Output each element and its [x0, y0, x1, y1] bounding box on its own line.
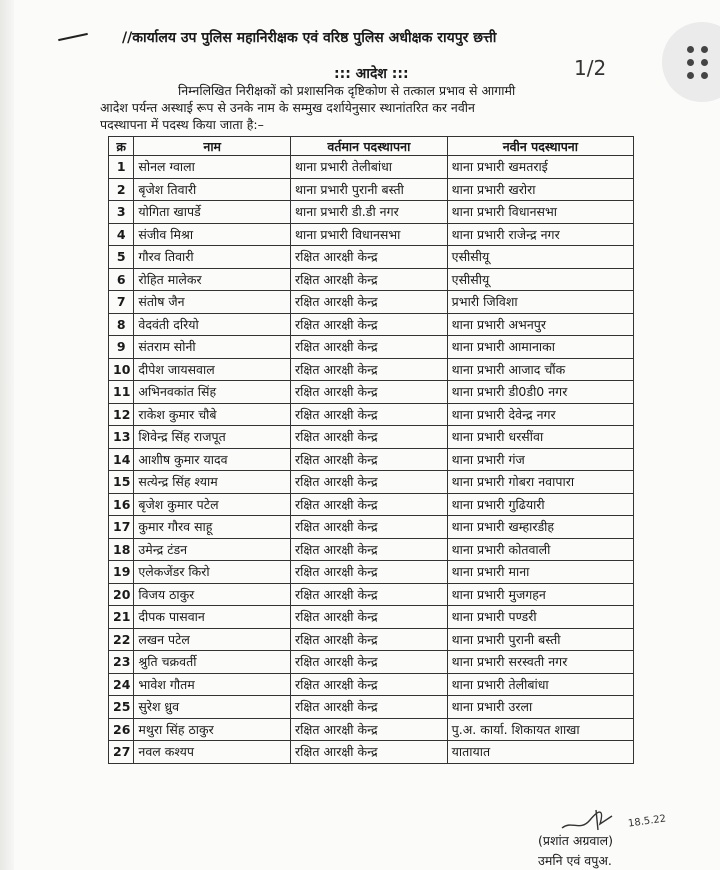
cell-serial: 20	[109, 583, 134, 606]
cell-name: श्रुति चक्रवर्ती	[134, 651, 291, 674]
cell-current-posting: रक्षित आरक्षी केन्द्र	[291, 606, 448, 629]
cell-new-posting: थाना प्रभारी मुजगहन	[447, 583, 633, 606]
cell-serial: 24	[109, 673, 134, 696]
cell-name: संतोष जैन	[134, 291, 291, 314]
cell-name: कुमार गौरव साहू	[134, 516, 291, 539]
cell-current-posting: रक्षित आरक्षी केन्द्र	[291, 246, 448, 269]
cell-current-posting: थाना प्रभारी तेलीबांधा	[291, 156, 448, 179]
table-row	[109, 493, 634, 516]
table-row	[109, 201, 634, 224]
table-row	[109, 673, 634, 696]
cell-new-posting: थाना प्रभारी पुरानी बस्ती	[447, 628, 633, 651]
cell-name: संजीव मिश्रा	[134, 223, 291, 246]
cell-name: बृजेश कुमार पटेल	[134, 493, 291, 516]
cell-name: लखन पटेल	[134, 628, 291, 651]
cell-current-posting: रक्षित आरक्षी केन्द्र	[291, 358, 448, 381]
cell-new-posting: थाना प्रभारी देवेन्द्र नगर	[447, 403, 633, 426]
table-row	[109, 403, 634, 426]
table-row	[109, 538, 634, 561]
table-body	[109, 156, 634, 764]
cell-new-posting: थाना प्रभारी विधानसभा	[447, 201, 633, 224]
cell-name: दीपेश जायसवाल	[134, 358, 291, 381]
cell-name: मथुरा सिंह ठाकुर	[134, 718, 291, 741]
cell-new-posting: थाना प्रभारी गुढियारी	[447, 493, 633, 516]
table-row	[109, 358, 634, 381]
transfer-table	[108, 136, 634, 764]
table-row	[109, 426, 634, 449]
cell-current-posting: थाना प्रभारी पुरानी बस्ती	[291, 178, 448, 201]
cell-current-posting: रक्षित आरक्षी केन्द्र	[291, 538, 448, 561]
cell-new-posting: थाना प्रभारी पण्डरी	[447, 606, 633, 629]
intro-line: आदेश पर्यन्त अस्थाई रूप से उनके नाम के सम्मुख दर्शायेनुसार स्थानांतरित कर नवीन	[100, 100, 475, 115]
cell-serial: 26	[109, 718, 134, 741]
table-row	[109, 561, 634, 584]
cell-serial: 9	[109, 336, 134, 359]
cell-new-posting: थाना प्रभारी तेलीबांधा	[447, 673, 633, 696]
cell-current-posting: रक्षित आरक्षी केन्द्र	[291, 696, 448, 719]
cell-name: शिवेन्द्र सिंह राजपूत	[134, 426, 291, 449]
signatory-name: (प्रशांत अग्रवाल)	[538, 833, 613, 848]
cell-new-posting: थाना प्रभारी खरोरा	[447, 178, 633, 201]
cell-new-posting: थाना प्रभारी कोतवाली	[447, 538, 633, 561]
cell-current-posting: रक्षित आरक्षी केन्द्र	[291, 741, 448, 764]
table-row	[109, 448, 634, 471]
cell-serial: 23	[109, 651, 134, 674]
cell-name: बृजेश तिवारी	[134, 178, 291, 201]
table-header-row	[109, 137, 634, 156]
page-indicator: 1/2	[574, 56, 607, 80]
cell-serial: 2	[109, 178, 134, 201]
order-title: ::: आदेश :::	[334, 66, 409, 82]
table-row	[109, 628, 634, 651]
cell-current-posting: रक्षित आरक्षी केन्द्र	[291, 561, 448, 584]
table-row	[109, 741, 634, 764]
table-row	[109, 246, 634, 269]
col-header-current-posting: वर्तमान पदस्थापना	[291, 137, 448, 156]
cell-serial: 13	[109, 426, 134, 449]
table-row	[109, 336, 634, 359]
signatory-designation: उमनि एवं वपुअ.	[538, 853, 612, 868]
cell-current-posting: रक्षित आरक्षी केन्द्र	[291, 336, 448, 359]
cell-name: उमेन्द्र टंडन	[134, 538, 291, 561]
cell-current-posting: रक्षित आरक्षी केन्द्र	[291, 291, 448, 314]
cell-name: भावेश गौतम	[134, 673, 291, 696]
cell-new-posting: थाना प्रभारी माना	[447, 561, 633, 584]
cell-serial: 5	[109, 246, 134, 269]
signature-date: 18.5.22	[627, 813, 667, 830]
cell-current-posting: रक्षित आरक्षी केन्द्र	[291, 381, 448, 404]
cell-name: राकेश कुमार चौबे	[134, 403, 291, 426]
cell-serial: 21	[109, 606, 134, 629]
table-row	[109, 516, 634, 539]
cell-serial: 4	[109, 223, 134, 246]
cell-serial: 10	[109, 358, 134, 381]
cell-name: वेदवंती दरियो	[134, 313, 291, 336]
cell-name: संतराम सोनी	[134, 336, 291, 359]
page-edge	[0, 0, 14, 870]
table-row	[109, 606, 634, 629]
cell-current-posting: थाना प्रभारी डी.डी नगर	[291, 201, 448, 224]
cell-serial: 17	[109, 516, 134, 539]
cell-serial: 14	[109, 448, 134, 471]
table-row	[109, 381, 634, 404]
cell-new-posting: थाना प्रभारी धरसींवा	[447, 426, 633, 449]
cell-serial: 18	[109, 538, 134, 561]
cell-current-posting: रक्षित आरक्षी केन्द्र	[291, 313, 448, 336]
cell-serial: 15	[109, 471, 134, 494]
cell-new-posting: थाना प्रभारी खम्हारडीह	[447, 516, 633, 539]
cell-name: एलेकजेंडर किरो	[134, 561, 291, 584]
cell-name: दीपक पासवान	[134, 606, 291, 629]
cell-serial: 16	[109, 493, 134, 516]
cell-serial: 12	[109, 403, 134, 426]
cell-name: गौरव तिवारी	[134, 246, 291, 269]
cell-name: विजय ठाकुर	[134, 583, 291, 606]
cell-new-posting: थाना प्रभारी उरला	[447, 696, 633, 719]
cell-serial: 1	[109, 156, 134, 179]
cell-current-posting: रक्षित आरक्षी केन्द्र	[291, 268, 448, 291]
table-row	[109, 291, 634, 314]
cell-current-posting: रक्षित आरक्षी केन्द्र	[291, 673, 448, 696]
cell-new-posting: थाना प्रभारी गोबरा नवापारा	[447, 471, 633, 494]
cell-name: सुरेश ध्रुव	[134, 696, 291, 719]
cell-serial: 25	[109, 696, 134, 719]
cell-new-posting: थाना प्रभारी अभनपुर	[447, 313, 633, 336]
cell-current-posting: रक्षित आरक्षी केन्द्र	[291, 493, 448, 516]
cell-current-posting: रक्षित आरक्षी केन्द्र	[291, 628, 448, 651]
cell-name: सत्येन्द्र सिंह श्याम	[134, 471, 291, 494]
cell-current-posting: रक्षित आरक्षी केन्द्र	[291, 516, 448, 539]
cell-name: सोनल ग्वाला	[134, 156, 291, 179]
office-header: //कार्यालय उप पुलिस महानिरीक्षक एवं वरिष्ठ पुलिस अधीक्षक रायपुर छत्ती	[122, 30, 497, 46]
cell-new-posting: थाना प्रभारी खमतराई	[447, 156, 633, 179]
cell-current-posting: रक्षित आरक्षी केन्द्र	[291, 718, 448, 741]
cell-new-posting: एसीसीयू	[447, 268, 633, 291]
cell-new-posting: प्रभारी जिविशा	[447, 291, 633, 314]
table-row	[109, 223, 634, 246]
cell-serial: 19	[109, 561, 134, 584]
cell-name: योगिता खापर्डे	[134, 201, 291, 224]
cell-name: आशीष कुमार यादव	[134, 448, 291, 471]
cell-new-posting: थाना प्रभारी सरस्वती नगर	[447, 651, 633, 674]
cell-current-posting: रक्षित आरक्षी केन्द्र	[291, 583, 448, 606]
table-row	[109, 696, 634, 719]
cell-current-posting: रक्षित आरक्षी केन्द्र	[291, 471, 448, 494]
cell-new-posting: थाना प्रभारी राजेन्द्र नगर	[447, 223, 633, 246]
table-row	[109, 268, 634, 291]
cell-new-posting: यातायात	[447, 741, 633, 764]
cell-new-posting: पु.अ. कार्या. शिकायत शाखा	[447, 718, 633, 741]
cell-new-posting: थाना प्रभारी आजाद चौंक	[447, 358, 633, 381]
more-dots-icon	[687, 46, 715, 80]
table-row	[109, 313, 634, 336]
cell-new-posting: थाना प्रभारी डी0डी0 नगर	[447, 381, 633, 404]
table-row	[109, 651, 634, 674]
cell-current-posting: रक्षित आरक्षी केन्द्र	[291, 403, 448, 426]
intro-line: पदस्थापना में पदस्थ किया जाता है:–	[100, 117, 264, 132]
cell-serial: 8	[109, 313, 134, 336]
cell-serial: 3	[109, 201, 134, 224]
table-row	[109, 471, 634, 494]
cell-name: अभिनवकांत सिंह	[134, 381, 291, 404]
col-header-name: नाम	[134, 137, 291, 156]
cell-serial: 7	[109, 291, 134, 314]
cell-current-posting: थाना प्रभारी विधानसभा	[291, 223, 448, 246]
cell-name: नवल कश्यप	[134, 741, 291, 764]
cell-new-posting: थाना प्रभारी आमानाका	[447, 336, 633, 359]
table-row	[109, 583, 634, 606]
table-row	[109, 156, 634, 179]
cell-new-posting: एसीसीयू	[447, 246, 633, 269]
cell-current-posting: रक्षित आरक्षी केन्द्र	[291, 448, 448, 471]
cell-new-posting: थाना प्रभारी गंज	[447, 448, 633, 471]
table-row	[109, 718, 634, 741]
table-row	[109, 178, 634, 201]
order-intro	[100, 82, 645, 133]
cell-serial: 11	[109, 381, 134, 404]
intro-line: निम्नलिखित निरीक्षकों को प्रशासनिक दृष्टिकोण से तत्काल प्रभाव से आगामी	[178, 83, 516, 98]
cell-current-posting: रक्षित आरक्षी केन्द्र	[291, 426, 448, 449]
cell-serial: 22	[109, 628, 134, 651]
cell-name: रोहित मालेकर	[134, 268, 291, 291]
cell-serial: 27	[109, 741, 134, 764]
col-header-new-posting: नवीन पदस्थापना	[447, 137, 633, 156]
col-header-serial: क्र	[109, 137, 134, 156]
cell-serial: 6	[109, 268, 134, 291]
cell-current-posting: रक्षित आरक्षी केन्द्र	[291, 651, 448, 674]
